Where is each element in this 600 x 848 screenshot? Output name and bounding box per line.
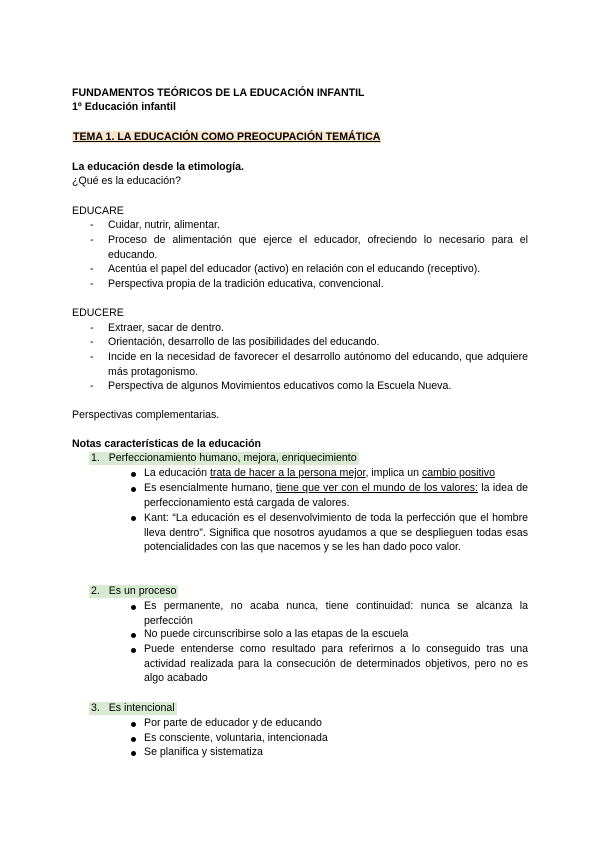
section-2-bullet-1: Es permanente, no acaba nunca, tiene continuidad: nunca se alcanza la perfección <box>144 600 528 627</box>
section-1-title: 1. Perfeccionamiento humano, mejora, enriquecimiento <box>91 452 357 464</box>
list-dash: - <box>90 278 94 290</box>
bullet-icon <box>131 487 136 492</box>
etimologia-question: ¿Qué es la educación? <box>72 175 181 187</box>
section-3-bullet-3: Se planifica y sistematiza <box>144 746 263 758</box>
list-dash: - <box>90 263 94 275</box>
list-dash: - <box>90 234 94 246</box>
bullet-icon <box>131 605 136 610</box>
list-item: Extraer, sacar de dentro. <box>108 322 225 334</box>
list-dash: - <box>90 219 94 231</box>
educare-label: EDUCARE <box>72 205 124 217</box>
tema-heading: TEMA 1. LA EDUCACIÓN COMO PREOCUPACIÓN TEMÁTICA <box>73 131 381 143</box>
list-item: Perspectiva propia de la tradición educativa, convencional. <box>108 278 384 290</box>
etimologia-heading: La educación desde la etimología. <box>72 161 244 173</box>
list-item: Acentúa el papel del educador (activo) en relación con el educando (receptivo). <box>108 263 481 275</box>
section-3-bullet-1: Por parte de educador y de educando <box>144 717 322 729</box>
bullet-icon <box>131 751 136 756</box>
section-2-bullet-2: No puede circunscribirse solo a las etapas de la escuela <box>144 628 409 640</box>
list-item: Incide en la necesidad de favorecer el desarrollo autónomo del educando, que adquiere más protagonismo. <box>108 351 528 378</box>
list-item: Orientación, desarrollo de las posibilidades del educando. <box>108 336 380 348</box>
section-3-title: 3. Es intencional <box>91 702 175 714</box>
bullet-icon <box>131 516 136 521</box>
document-title: FUNDAMENTOS TEÓRICOS DE LA EDUCACIÓN INFANTIL <box>72 87 365 99</box>
section-2-bullet-3: Puede entenderse como resultado para referirnos a lo conseguido tras una actividad realizada para la consecución de determinados objetivos, pero no es algo acabado <box>144 643 528 684</box>
bullet-icon <box>131 737 136 742</box>
list-item: Perspectiva de algunos Movimientos educativos como la Escuela Nueva. <box>108 380 452 392</box>
complementarias-text: Perspectivas complementarias. <box>72 409 220 421</box>
section-1-bullet-3: Kant: “La educación es el desenvolvimiento de toda la perfección que el hombre lleva dentro”. Significa que nosotros ayudamos a que se desplieguen todas esas potencialidades con las que nacemos y se les han dado poco valor. <box>144 512 528 553</box>
bullet-icon <box>131 648 136 653</box>
list-item: Cuidar, nutrir, alimentar. <box>108 219 220 231</box>
educere-label: EDUCERE <box>72 307 124 319</box>
document-subtitle: 1º Educación infantil <box>72 101 176 113</box>
notas-heading: Notas características de la educación <box>72 438 262 450</box>
section-1-bullet-1: La educación trata de hacer a la persona mejor, implica un cambio positivo <box>144 467 495 479</box>
bullet-icon <box>131 633 136 638</box>
list-dash: - <box>90 351 94 363</box>
bullet-icon <box>131 722 136 727</box>
list-dash: - <box>90 336 94 348</box>
list-dash: - <box>90 380 94 392</box>
section-3-bullet-2: Es consciente, voluntaria, intencionada <box>144 732 328 744</box>
section-1-bullet-2: Es esencialmente humano, tiene que ver con el mundo de los valores: la idea de perfeccionamiento está cargada de valores. <box>144 482 528 509</box>
bullet-icon <box>131 472 136 477</box>
list-dash: - <box>90 322 94 334</box>
section-2-title: 2. Es un proceso <box>91 585 177 597</box>
list-item: Proceso de alimentación que ejerce el educador, ofreciendo lo necesario para el educando. <box>108 234 528 261</box>
